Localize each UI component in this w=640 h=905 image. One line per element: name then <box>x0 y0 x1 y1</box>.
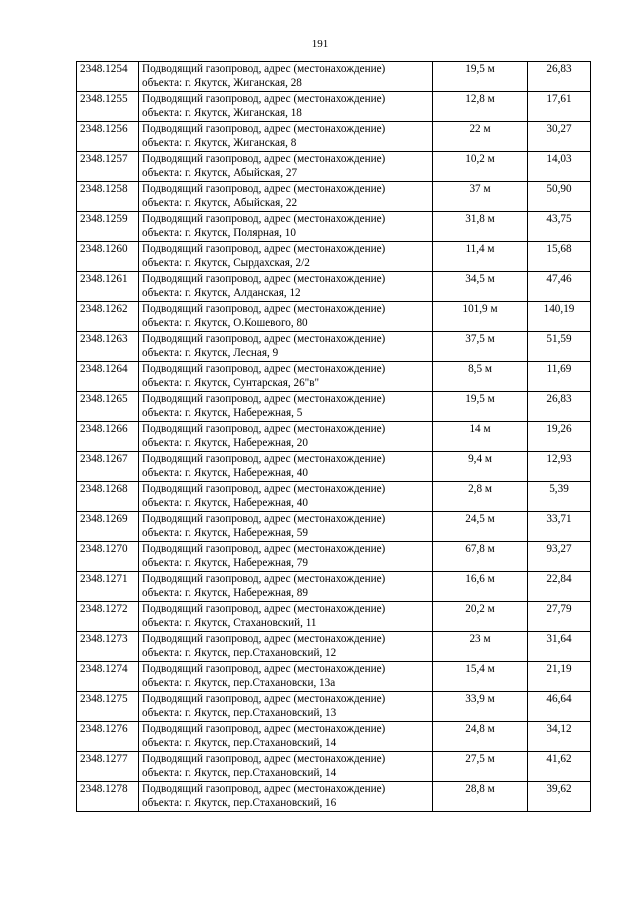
table-row <box>77 182 591 212</box>
object-address-line: объекта: г. Якутск, Алданская, 12 <box>142 287 301 299</box>
object-address-line: объекта: г. Якутск, Набережная, 40 <box>142 497 308 509</box>
object-address-line: объекта: г. Якутск, Набережная, 20 <box>142 437 308 449</box>
length-cell: 27,5 м <box>433 752 528 782</box>
table-row <box>77 512 591 542</box>
object-description-cell <box>139 572 433 602</box>
value-cell: 11,69 <box>528 362 591 392</box>
value-cell: 27,79 <box>528 602 591 632</box>
object-address-line: объекта: г. Якутск, Жиганская, 18 <box>142 107 302 119</box>
object-description-cell <box>139 92 433 122</box>
registry-number-cell: 2348.1265 <box>77 392 139 422</box>
object-type-line: Подводящий газопровод, адрес (местонахождение) <box>142 153 386 165</box>
object-description-cell <box>139 272 433 302</box>
object-address-line: объекта: г. Якутск, Набережная, 5 <box>142 407 303 419</box>
table-row <box>77 332 591 362</box>
length-cell: 101,9 м <box>433 302 528 332</box>
object-description-cell <box>139 422 433 452</box>
length-cell: 37 м <box>433 182 528 212</box>
object-address-line: объекта: г. Якутск, пер.Стахановский, 14 <box>142 737 337 749</box>
registry-number-cell: 2348.1274 <box>77 662 139 692</box>
value-cell: 31,64 <box>528 632 591 662</box>
value-cell: 50,90 <box>528 182 591 212</box>
object-type-line: Подводящий газопровод, адрес (местонахождение) <box>142 183 386 195</box>
table-row <box>77 62 591 92</box>
object-description-cell <box>139 482 433 512</box>
registry-table <box>76 61 591 812</box>
object-address-line: объекта: г. Якутск, Стахановский, 11 <box>142 617 317 629</box>
object-type-line: Подводящий газопровод, адрес (местонахождение) <box>142 423 386 435</box>
value-cell: 26,83 <box>528 62 591 92</box>
length-cell: 33,9 м <box>433 692 528 722</box>
value-cell: 41,62 <box>528 752 591 782</box>
object-address-line: объекта: г. Якутск, Набережная, 79 <box>142 557 308 569</box>
length-cell: 12,8 м <box>433 92 528 122</box>
registry-number-cell: 2348.1264 <box>77 362 139 392</box>
value-cell: 51,59 <box>528 332 591 362</box>
object-address-line: объекта: г. Якутск, Абыйская, 22 <box>142 197 298 209</box>
table-row <box>77 242 591 272</box>
object-address-line: объекта: г. Якутск, Жиганская, 28 <box>142 77 302 89</box>
registry-number-cell: 2348.1269 <box>77 512 139 542</box>
length-cell: 14 м <box>433 422 528 452</box>
table-row <box>77 122 591 152</box>
length-cell: 10,2 м <box>433 152 528 182</box>
length-cell: 19,5 м <box>433 392 528 422</box>
value-cell: 22,84 <box>528 572 591 602</box>
object-type-line: Подводящий газопровод, адрес (местонахождение) <box>142 63 386 75</box>
table-row <box>77 662 591 692</box>
object-address-line: объекта: г. Якутск, Лесная, 9 <box>142 347 279 359</box>
registry-number-cell: 2348.1258 <box>77 182 139 212</box>
table-row <box>77 482 591 512</box>
object-description-cell <box>139 212 433 242</box>
table-row <box>77 782 591 812</box>
object-description-cell <box>139 632 433 662</box>
registry-number-cell: 2348.1260 <box>77 242 139 272</box>
value-cell: 21,19 <box>528 662 591 692</box>
object-type-line: Подводящий газопровод, адрес (местонахождение) <box>142 783 386 795</box>
registry-number-cell: 2348.1271 <box>77 572 139 602</box>
object-type-line: Подводящий газопровод, адрес (местонахождение) <box>142 573 386 585</box>
value-cell: 34,12 <box>528 722 591 752</box>
table-row <box>77 212 591 242</box>
object-type-line: Подводящий газопровод, адрес (местонахождение) <box>142 363 386 375</box>
registry-number-cell: 2348.1277 <box>77 752 139 782</box>
table-row <box>77 362 591 392</box>
object-type-line: Подводящий газопровод, адрес (местонахождение) <box>142 123 386 135</box>
registry-number-cell: 2348.1268 <box>77 482 139 512</box>
object-type-line: Подводящий газопровод, адрес (местонахождение) <box>142 693 386 705</box>
table-row <box>77 542 591 572</box>
length-cell: 22 м <box>433 122 528 152</box>
object-type-line: Подводящий газопровод, адрес (местонахождение) <box>142 543 386 555</box>
object-address-line: объекта: г. Якутск, Сырдахская, 2/2 <box>142 257 310 269</box>
registry-number-cell: 2348.1263 <box>77 332 139 362</box>
registry-number-cell: 2348.1262 <box>77 302 139 332</box>
object-description-cell <box>139 302 433 332</box>
object-type-line: Подводящий газопровод, адрес (местонахождение) <box>142 453 386 465</box>
object-description-cell <box>139 332 433 362</box>
object-description-cell <box>139 182 433 212</box>
value-cell: 19,26 <box>528 422 591 452</box>
registry-number-cell: 2348.1257 <box>77 152 139 182</box>
object-address-line: объекта: г. Якутск, Набережная, 89 <box>142 587 308 599</box>
object-description-cell <box>139 662 433 692</box>
object-type-line: Подводящий газопровод, адрес (местонахождение) <box>142 393 386 405</box>
registry-number-cell: 2348.1254 <box>77 62 139 92</box>
registry-number-cell: 2348.1270 <box>77 542 139 572</box>
registry-number-cell: 2348.1256 <box>77 122 139 152</box>
object-address-line: объекта: г. Якутск, Абыйская, 27 <box>142 167 298 179</box>
registry-number-cell: 2348.1255 <box>77 92 139 122</box>
object-address-line: объекта: г. Якутск, О.Кошевого, 80 <box>142 317 308 329</box>
registry-number-cell: 2348.1272 <box>77 602 139 632</box>
object-address-line: объекта: г. Якутск, Набережная, 59 <box>142 527 308 539</box>
object-description-cell <box>139 452 433 482</box>
object-description-cell <box>139 62 433 92</box>
table-row <box>77 722 591 752</box>
registry-number-cell: 2348.1273 <box>77 632 139 662</box>
object-address-line: объекта: г. Якутск, пер.Стахановский, 16 <box>142 797 337 809</box>
length-cell: 19,5 м <box>433 62 528 92</box>
value-cell: 93,27 <box>528 542 591 572</box>
value-cell: 43,75 <box>528 212 591 242</box>
object-description-cell <box>139 602 433 632</box>
value-cell: 33,71 <box>528 512 591 542</box>
table-row <box>77 272 591 302</box>
object-description-cell <box>139 512 433 542</box>
length-cell: 15,4 м <box>433 662 528 692</box>
length-cell: 11,4 м <box>433 242 528 272</box>
value-cell: 26,83 <box>528 392 591 422</box>
object-type-line: Подводящий газопровод, адрес (местонахождение) <box>142 513 386 525</box>
value-cell: 39,62 <box>528 782 591 812</box>
registry-number-cell: 2348.1276 <box>77 722 139 752</box>
object-address-line: объекта: г. Якутск, Полярная, 10 <box>142 227 296 239</box>
registry-number-cell: 2348.1267 <box>77 452 139 482</box>
length-cell: 67,8 м <box>433 542 528 572</box>
object-description-cell <box>139 392 433 422</box>
object-description-cell <box>139 362 433 392</box>
table-row <box>77 92 591 122</box>
object-type-line: Подводящий газопровод, адрес (местонахождение) <box>142 603 386 615</box>
object-type-line: Подводящий газопровод, адрес (местонахождение) <box>142 663 386 675</box>
table-row <box>77 752 591 782</box>
object-description-cell <box>139 692 433 722</box>
object-type-line: Подводящий газопровод, адрес (местонахождение) <box>142 303 386 315</box>
object-type-line: Подводящий газопровод, адрес (местонахождение) <box>142 273 386 285</box>
page-number: 191 <box>311 38 329 50</box>
object-description-cell <box>139 152 433 182</box>
registry-number-cell: 2348.1261 <box>77 272 139 302</box>
value-cell: 17,61 <box>528 92 591 122</box>
value-cell: 140,19 <box>528 302 591 332</box>
object-description-cell <box>139 782 433 812</box>
registry-number-cell: 2348.1266 <box>77 422 139 452</box>
table-row <box>77 422 591 452</box>
length-cell: 8,5 м <box>433 362 528 392</box>
value-cell: 14,03 <box>528 152 591 182</box>
object-type-line: Подводящий газопровод, адрес (местонахождение) <box>142 213 386 225</box>
object-description-cell <box>139 752 433 782</box>
length-cell: 16,6 м <box>433 572 528 602</box>
length-cell: 24,5 м <box>433 512 528 542</box>
object-type-line: Подводящий газопровод, адрес (местонахождение) <box>142 243 386 255</box>
object-description-cell <box>139 122 433 152</box>
object-type-line: Подводящий газопровод, адрес (местонахождение) <box>142 333 386 345</box>
registry-table-body <box>77 62 591 812</box>
table-row <box>77 632 591 662</box>
object-type-line: Подводящий газопровод, адрес (местонахождение) <box>142 753 386 765</box>
registry-number-cell: 2348.1275 <box>77 692 139 722</box>
length-cell: 28,8 м <box>433 782 528 812</box>
value-cell: 5,39 <box>528 482 591 512</box>
length-cell: 37,5 м <box>433 332 528 362</box>
object-address-line: объекта: г. Якутск, пер.Стахановски, 13а <box>142 677 336 689</box>
value-cell: 46,64 <box>528 692 591 722</box>
length-cell: 34,5 м <box>433 272 528 302</box>
length-cell: 9,4 м <box>433 452 528 482</box>
table-row <box>77 152 591 182</box>
registry-number-cell: 2348.1259 <box>77 212 139 242</box>
value-cell: 30,27 <box>528 122 591 152</box>
length-cell: 31,8 м <box>433 212 528 242</box>
length-cell: 2,8 м <box>433 482 528 512</box>
table-row <box>77 602 591 632</box>
table-row <box>77 572 591 602</box>
table-row <box>77 392 591 422</box>
table-row <box>77 692 591 722</box>
object-address-line: объекта: г. Якутск, пер.Стахановский, 14 <box>142 767 337 779</box>
length-cell: 24,8 м <box>433 722 528 752</box>
object-type-line: Подводящий газопровод, адрес (местонахождение) <box>142 723 386 735</box>
table-row <box>77 302 591 332</box>
object-description-cell <box>139 542 433 572</box>
registry-number-cell: 2348.1278 <box>77 782 139 812</box>
value-cell: 12,93 <box>528 452 591 482</box>
length-cell: 20,2 м <box>433 602 528 632</box>
object-address-line: объекта: г. Якутск, пер.Стахановский, 12 <box>142 647 337 659</box>
object-address-line: объекта: г. Якутск, Жиганская, 8 <box>142 137 297 149</box>
length-cell: 23 м <box>433 632 528 662</box>
value-cell: 47,46 <box>528 272 591 302</box>
table-row <box>77 452 591 482</box>
object-address-line: объекта: г. Якутск, пер.Стахановский, 13 <box>142 707 337 719</box>
object-type-line: Подводящий газопровод, адрес (местонахождение) <box>142 483 386 495</box>
object-address-line: объекта: г. Якутск, Набережная, 40 <box>142 467 308 479</box>
object-type-line: Подводящий газопровод, адрес (местонахождение) <box>142 633 386 645</box>
object-address-line: объекта: г. Якутск, Сунтарская, 26"в" <box>142 377 320 389</box>
object-type-line: Подводящий газопровод, адрес (местонахождение) <box>142 93 386 105</box>
object-description-cell <box>139 722 433 752</box>
value-cell: 15,68 <box>528 242 591 272</box>
object-description-cell <box>139 242 433 272</box>
